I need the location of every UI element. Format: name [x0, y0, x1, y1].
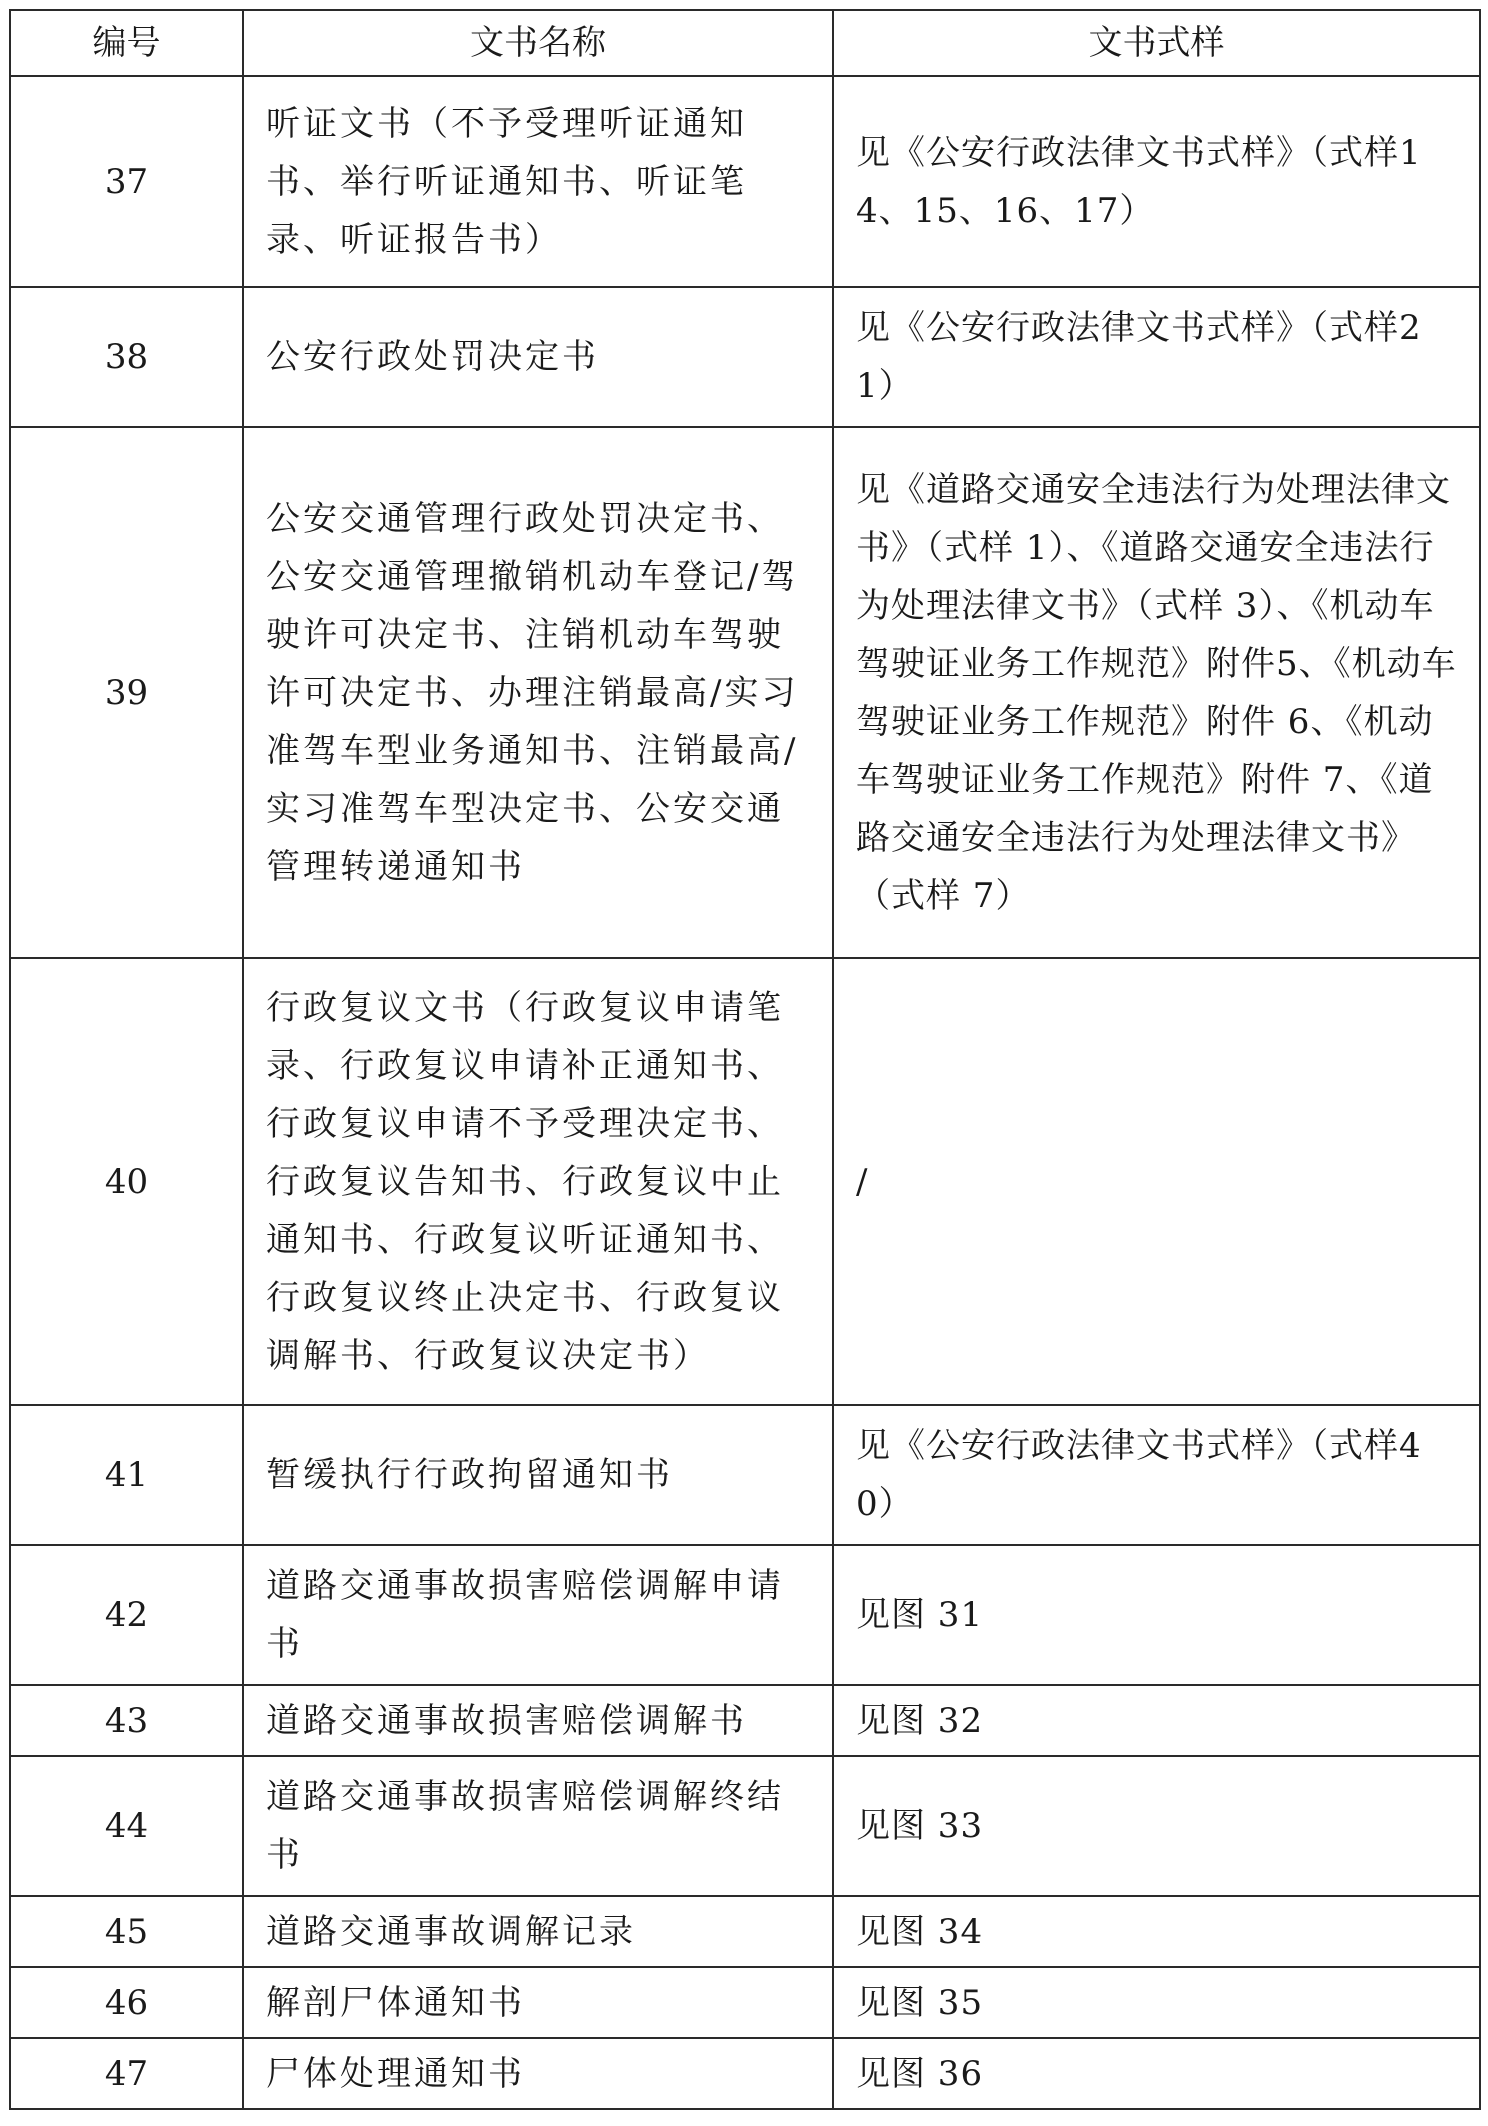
- row-number: 38: [10, 287, 243, 427]
- table-row: [10, 1896, 1480, 1967]
- header-document-sample: 文书式样: [833, 10, 1480, 76]
- document-sample: 见图 32: [833, 1685, 1480, 1756]
- row-number: 40: [10, 958, 243, 1405]
- table-row: [10, 958, 1480, 1405]
- document-sample: 见图 35: [833, 1967, 1480, 2038]
- document-name: 道路交通事故损害赔偿调解书: [243, 1685, 833, 1756]
- table-row: [10, 287, 1480, 427]
- table-row: [10, 76, 1480, 287]
- document-table: [9, 9, 1481, 2110]
- row-number: 44: [10, 1756, 243, 1896]
- document-sample: 见《公安行政法律文书式样》（式样21）: [833, 287, 1480, 427]
- row-number: 45: [10, 1896, 243, 1967]
- row-number: 37: [10, 76, 243, 287]
- table-row: [10, 1756, 1480, 1896]
- document-sample: 见《道路交通安全违法行为处理法律文书》（式样 1）、《道路交通安全违法行为处理法律文书》（式样 3）、《机动车驾驶证业务工作规范》附件5、《机动车驾驶证业务工作规范》附件 6、《机动车驾驶证业务工作规范》附件 7、《道路交通安全违法行为处理法律文书》（式样 7）: [833, 427, 1480, 958]
- row-number: 42: [10, 1545, 243, 1685]
- table-row: [10, 2038, 1480, 2109]
- row-number: 39: [10, 427, 243, 958]
- header-document-name: 文书名称: [243, 10, 833, 76]
- document-name: 尸体处理通知书: [243, 2038, 833, 2109]
- row-number: 41: [10, 1405, 243, 1545]
- table-row: [10, 1405, 1480, 1545]
- document-name: 暂缓执行行政拘留通知书: [243, 1405, 833, 1545]
- header-number: 编号: [10, 10, 243, 76]
- document-sample: 见《公安行政法律文书式样》（式样40）: [833, 1405, 1480, 1545]
- table-row: [10, 1967, 1480, 2038]
- document-name: 道路交通事故损害赔偿调解终结书: [243, 1756, 833, 1896]
- document-name: 道路交通事故调解记录: [243, 1896, 833, 1967]
- document-name: 公安行政处罚决定书: [243, 287, 833, 427]
- document-name: 听证文书（不予受理听证通知书、举行听证通知书、听证笔录、听证报告书）: [243, 76, 833, 287]
- table-row: [10, 1685, 1480, 1756]
- document-sample: /: [833, 958, 1480, 1405]
- document-name: 解剖尸体通知书: [243, 1967, 833, 2038]
- table-row: [10, 1545, 1480, 1685]
- row-number: 43: [10, 1685, 243, 1756]
- row-number: 46: [10, 1967, 243, 2038]
- row-number: 47: [10, 2038, 243, 2109]
- header-row: [10, 10, 1480, 76]
- document-sample: 见图 34: [833, 1896, 1480, 1967]
- document-name: 公安交通管理行政处罚决定书、公安交通管理撤销机动车登记/驾驶许可决定书、注销机动车驾驶许可决定书、办理注销最高/实习准驾车型业务通知书、注销最高/实习准驾车型决定书、公安交通管理转递通知书: [243, 427, 833, 958]
- document-sample: 见图 36: [833, 2038, 1480, 2109]
- document-sample: 见图 33: [833, 1756, 1480, 1896]
- table-row: [10, 427, 1480, 958]
- document-sample: 见图 31: [833, 1545, 1480, 1685]
- document-name: 行政复议文书（行政复议申请笔录、行政复议申请补正通知书、行政复议申请不予受理决定书、行政复议告知书、行政复议中止通知书、行政复议听证通知书、行政复议终止决定书、行政复议调解书、行政复议决定书）: [243, 958, 833, 1405]
- document-sample: 见《公安行政法律文书式样》（式样14、15、16、17）: [833, 76, 1480, 287]
- document-name: 道路交通事故损害赔偿调解申请书: [243, 1545, 833, 1685]
